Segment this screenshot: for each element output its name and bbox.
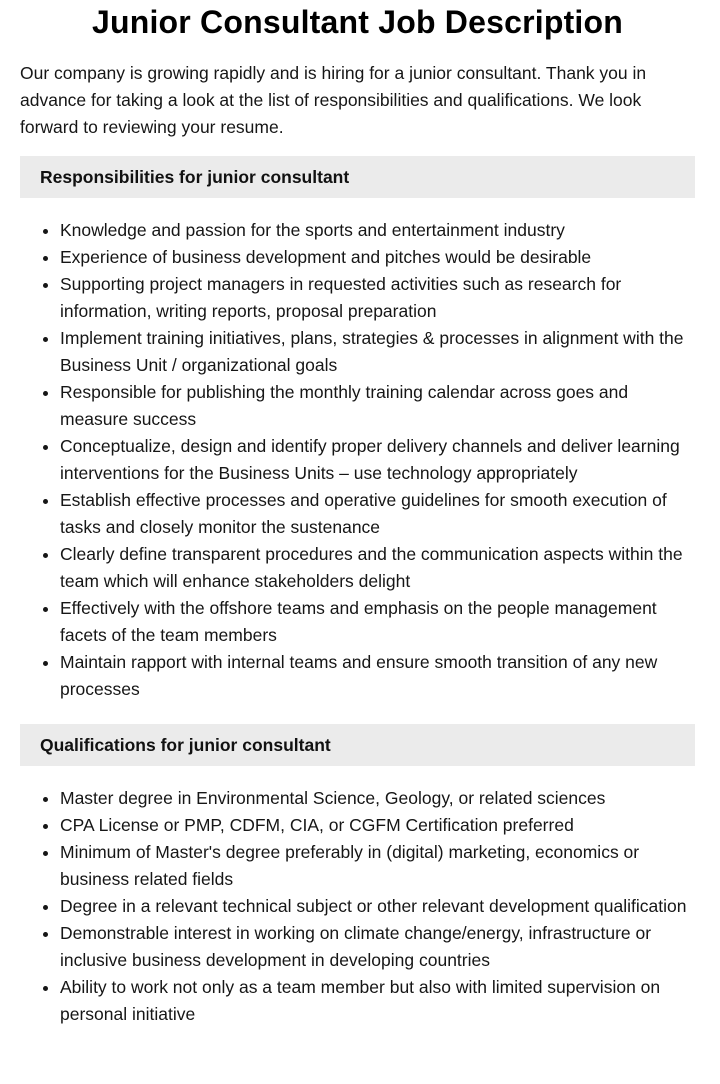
list-item: Establish effective processes and operative guidelines for smooth execution of tasks and closely monitor the sustenance: [60, 487, 695, 541]
list-item: Conceptualize, design and identify proper delivery channels and deliver learning interventions for the Business Units – use technology appropriately: [60, 433, 695, 487]
responsibilities-heading: Responsibilities for junior consultant: [20, 156, 695, 198]
list-item: Supporting project managers in requested activities such as research for information, writing reports, proposal preparation: [60, 271, 695, 325]
list-item: Master degree in Environmental Science, Geology, or related sciences: [60, 785, 695, 812]
list-item: Minimum of Master's degree preferably in (digital) marketing, economics or business related fields: [60, 839, 695, 893]
qualifications-list: [20, 785, 695, 1028]
list-item: Experience of business development and pitches would be desirable: [60, 244, 695, 271]
list-item: Demonstrable interest in working on climate change/energy, infrastructure or inclusive business development in developing countries: [60, 920, 695, 974]
qualifications-heading: Qualifications for junior consultant: [20, 724, 695, 766]
list-item: Maintain rapport with internal teams and ensure smooth transition of any new processes: [60, 649, 695, 703]
list-item: Knowledge and passion for the sports and entertainment industry: [60, 217, 695, 244]
list-item: Implement training initiatives, plans, strategies & processes in alignment with the Business Unit / organizational goals: [60, 325, 695, 379]
list-item: Degree in a relevant technical subject or other relevant development qualification: [60, 893, 695, 920]
list-item: Ability to work not only as a team member but also with limited supervision on personal initiative: [60, 974, 695, 1028]
page-title: Junior Consultant Job Description: [91, 4, 624, 40]
list-item: Effectively with the offshore teams and emphasis on the people management facets of the team members: [60, 595, 695, 649]
list-item: Clearly define transparent procedures and the communication aspects within the team which will enhance stakeholders delight: [60, 541, 695, 595]
responsibilities-list: [20, 217, 695, 703]
list-item: CPA License or PMP, CDFM, CIA, or CGFM Certification preferred: [60, 812, 695, 839]
list-item: Responsible for publishing the monthly training calendar across goes and measure success: [60, 379, 695, 433]
intro-paragraph: Our company is growing rapidly and is hiring for a junior consultant. Thank you in advance for taking a look at the list of responsibilities and qualifications. We look forward to reviewing your resume.: [20, 63, 647, 137]
